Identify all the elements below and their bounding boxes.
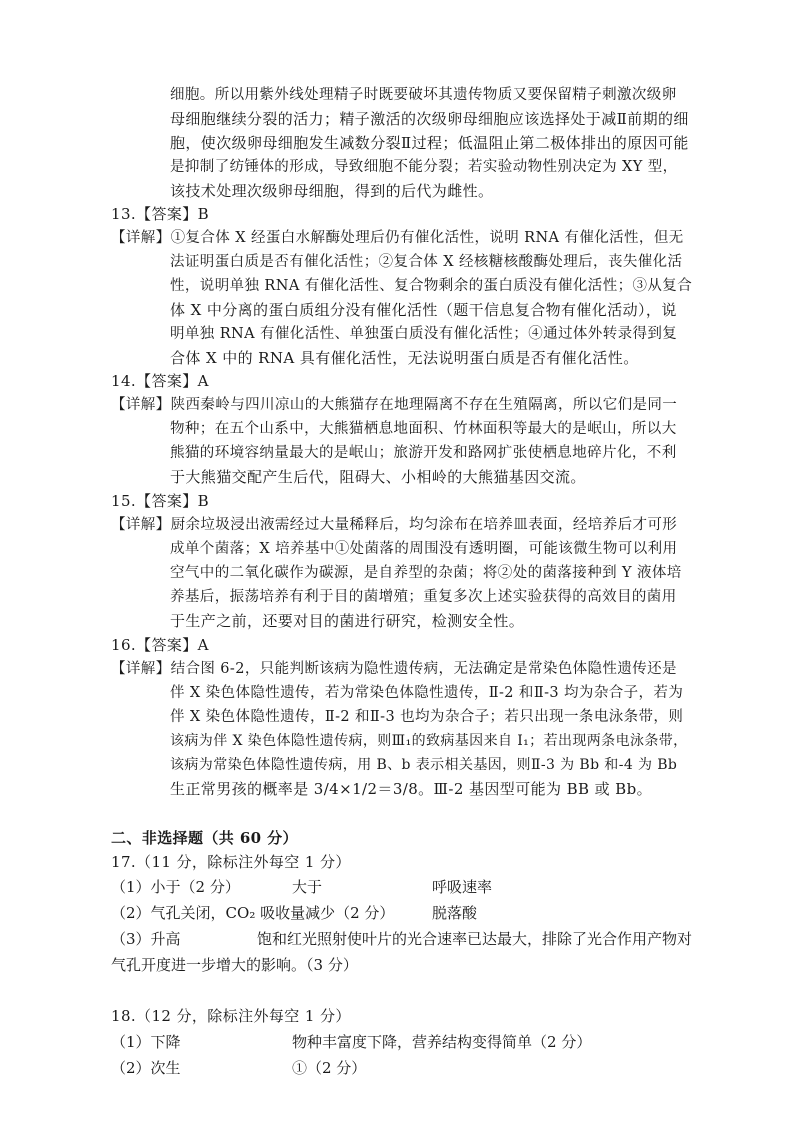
q15-explanation-line: 于生产之前，还要对目的菌进行研究，检测安全性。 xyxy=(170,612,525,630)
explanation-line: 胞，使次级卵母细胞发生减数分裂Ⅱ过程；低温阻止第二极体排出的原因可能 xyxy=(170,134,689,152)
q13-explanation-line: 明单独 RNA 有催化活性、单独蛋白质没有催化活性；④通过体外转录得到复 xyxy=(170,326,678,342)
explanation-line: 是抑制了纺锤体的形成，导致细胞不能分裂；若实验动物性别决定为 XY 型， xyxy=(170,159,678,175)
q18-row1-col1: （1）下降 xyxy=(111,1033,181,1051)
q13-answer: 13.【答案】B xyxy=(111,205,210,223)
q13-explanation-line: 体 X 中分离的蛋白质组分没有催化活性（题干信息复合物有催化活动），说 xyxy=(170,301,677,319)
q17-header: 17.（11 分，除标注外每空 1 分） xyxy=(111,853,351,871)
q16-explanation-line: 该病为伴 X 染色体隐性遗传病，则Ⅲ₁的致病基因来自 I₁；若出现两条电泳条带， xyxy=(170,733,688,749)
q13-explanation-line: 合体 X 中的 RNA 具有催化活性，无法说明蛋白质是否有催化活性。 xyxy=(170,349,639,367)
q16-answer: 16.【答案】A xyxy=(111,636,209,654)
q16-explanation-line: 生正常男孩的概率是 3/4×1/2＝3/8。Ⅲ-2 基因型可能为 BB 或 Bb。 xyxy=(170,780,652,798)
q13-explanation-line: 法证明蛋白质是否有催化活性；②复合体 X 经核糖核酸酶处理后，丧失催化活 xyxy=(170,254,683,270)
q17-row2-col2: 脱落酸 xyxy=(432,904,478,922)
q16-explanation-line: 【详解】结合图 6-2，只能判断该病为隐性遗传病，无法确定是常染色体隐性遗传还是 xyxy=(111,661,677,677)
q17-row1-col3: 呼吸速率 xyxy=(432,878,493,896)
q17-row2-col1: （2）气孔关闭，CO₂ 吸收量减少（2 分） xyxy=(111,904,395,922)
q14-explanation-line: 【详解】陕西秦岭与四川凉山的大熊猫存在地理隔离不存在生殖隔离，所以它们是同一 xyxy=(111,397,678,413)
section-title: 二、非选择题（共 60 分） xyxy=(111,829,298,847)
q14-explanation-line: 熊猫的环境容纳量最大的是岷山；旅游开发和路网扩张使栖息地碎片化，不利 xyxy=(170,445,677,461)
q15-explanation-line: 养基后，振荡培养有利于目的菌增殖；重复多次上述实验获得的高效目的菌用 xyxy=(170,589,677,605)
q14-explanation-line: 于大熊猫交配产生后代，阻碍大、小相岭的大熊猫基因交流。 xyxy=(170,468,586,486)
q18-row2-col1: （2）次生 xyxy=(111,1059,181,1077)
q16-explanation-line: 该病为常染色体隐性遗传病，用 B、b 表示相关基因，则Ⅱ-3 为 Bb 和-4 为 Bb xyxy=(170,757,678,773)
q17-row1-col2: 大于 xyxy=(292,878,323,896)
q17-row4: 气孔开度进一步增大的影响。（3 分） xyxy=(111,956,358,974)
explanation-line: 母细胞继续分裂的活力；精子激活的次级卵母细胞应该选择处于减Ⅱ前期的细 xyxy=(170,110,689,128)
q17-row3-col2: 饱和红光照射使叶片的光合速率已达最大，排除了光合作用产物对 xyxy=(257,930,693,948)
q15-explanation-line: 成单个菌落；X 培养基中①处菌落的周围没有透明圈，可能该微生物可以利用 xyxy=(170,541,678,557)
q18-row2-col2: ①（2 分） xyxy=(292,1059,367,1077)
q15-explanation-line: 空气中的二氧化碳作为碳源，是自养型的杂菌；将②处的菌落接种到 Y 液体培 xyxy=(170,565,682,581)
q15-explanation-line: 【详解】厨余垃圾浸出液需经过大量稀释后，均匀涂布在培养皿表面，经培养后才可形 xyxy=(111,517,678,533)
explanation-line: 该技术处理次级卵母细胞，得到的后代为雌性。 xyxy=(170,182,494,200)
q14-answer: 14.【答案】A xyxy=(111,372,209,390)
explanation-line: 细胞。所以用紫外线处理精子时既要破坏其遗传物质又要保留精子刺激次级卵 xyxy=(170,87,677,103)
q18-header: 18.（12 分，除标注外每空 1 分） xyxy=(111,1007,351,1025)
q16-explanation-line: 伴 X 染色体隐性遗传，若为常染色体隐性遗传，Ⅱ-2 和Ⅱ-3 均为杂合子，若为 xyxy=(170,685,684,701)
q17-row3-col1: （3）升高 xyxy=(111,930,181,948)
q13-explanation-line: 性，说明单独 RNA 有催化活性、复合物剩余的蛋白质没有催化活性；③从复合 xyxy=(170,278,693,294)
q13-explanation-line: 【详解】①复合体 X 经蛋白水解酶处理后仍有催化活性，说明 RNA 有催化活性，但无 xyxy=(111,230,684,246)
q17-row1-col1: （1）小于（2 分） xyxy=(111,878,240,896)
q15-answer: 15.【答案】B xyxy=(111,492,210,510)
q18-row1-col2: 物种丰富度下降，营养结构变得简单（2 分） xyxy=(292,1033,592,1051)
q14-explanation-line: 物种；在五个山系中，大熊猫栖息地面积、竹林面积等最大的是岷山，所以大 xyxy=(170,421,677,437)
q16-explanation-line: 伴 X 染色体隐性遗传，Ⅱ-2 和Ⅱ-3 也均为杂合子；若只出现一条电泳条带，则 xyxy=(170,709,684,725)
